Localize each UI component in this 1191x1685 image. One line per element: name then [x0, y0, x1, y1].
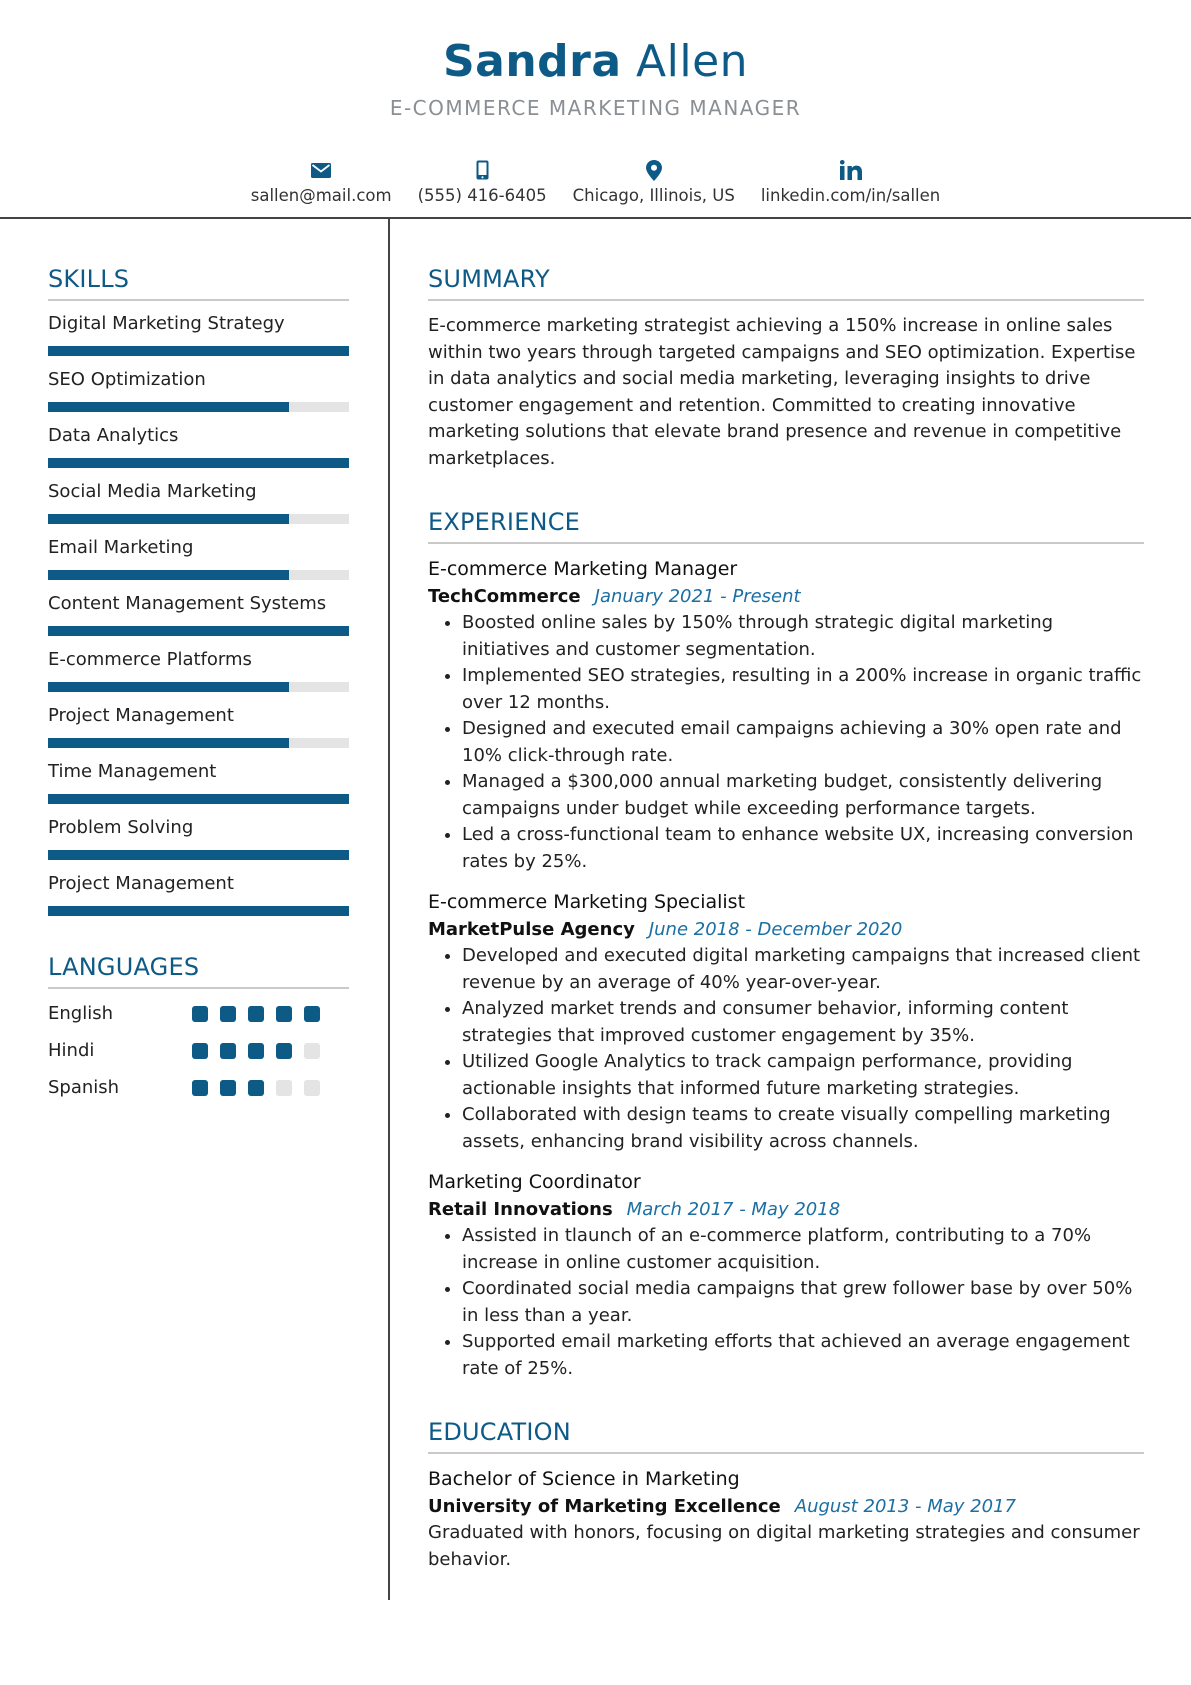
language-rating: [192, 1006, 320, 1022]
skill-level-bar: [48, 346, 349, 356]
skill-level-bar: [48, 570, 349, 580]
rating-dot: [192, 1006, 208, 1022]
skill-name: SEO Optimization: [48, 369, 206, 390]
job-bullets: [428, 610, 1144, 875]
skill-level-fill: [48, 514, 289, 524]
job-role: Marketing Coordinator: [428, 1171, 641, 1193]
job-bullets: [428, 943, 1144, 1155]
skill-level-bar: [48, 402, 349, 412]
language-item: [48, 1032, 349, 1069]
skill-name: Project Management: [48, 705, 234, 726]
job-bullet: • Supported email marketing efforts that achieved an average engagement rate of 25%.: [462, 1329, 1144, 1382]
skills-list: [48, 311, 349, 917]
skill-name: Project Management: [48, 873, 234, 894]
experience-heading: EXPERIENCE: [428, 508, 1144, 544]
job-title: E-COMMERCE MARKETING MANAGER: [389, 96, 802, 120]
job-entry: [428, 556, 1144, 875]
skill-item: [48, 647, 349, 693]
contact-location[interactable]: [571, 158, 737, 205]
rating-dot: [276, 1080, 292, 1096]
skill-name: Social Media Marketing: [48, 481, 257, 502]
languages-heading: LANGUAGES: [48, 953, 349, 989]
contact-phone[interactable]: [416, 158, 549, 205]
job-bullet: • Led a cross-functional team to enhance website UX, increasing conversion rates by 25%.: [462, 822, 1144, 875]
skill-level-bar: [48, 458, 349, 468]
header-divider: [0, 217, 1191, 219]
skill-name: Content Management Systems: [48, 593, 327, 614]
skill-item: [48, 815, 349, 861]
language-rating: [192, 1080, 320, 1096]
location-icon: [646, 158, 662, 182]
company-name: MarketPulse Agency: [428, 919, 635, 940]
job-bullet: • Managed a $300,000 annual marketing budget, consistently delivering campaigns under budget while exceeding performance targets.: [462, 769, 1144, 822]
skill-level-fill: [48, 682, 289, 692]
rating-dot: [220, 1006, 236, 1022]
skill-item: [48, 871, 349, 917]
skill-level-bar: [48, 906, 349, 916]
phone-icon: [476, 158, 489, 182]
education-entry: [428, 1466, 1144, 1573]
skills-heading: SKILLS: [48, 265, 349, 301]
school-line: [428, 1493, 1144, 1520]
skill-level-bar: [48, 626, 349, 636]
education-dates: August 2013 - May 2017: [794, 1496, 1016, 1517]
skill-level-bar: [48, 682, 349, 692]
company-line: [428, 1196, 1144, 1223]
language-name: Hindi: [48, 1040, 95, 1061]
skill-level-fill: [48, 346, 349, 356]
job-bullet: • Designed and executed email campaigns achieving a 30% open rate and 10% click-through rate.: [462, 716, 1144, 769]
right-column: [428, 265, 1144, 1573]
language-rating: [192, 1043, 320, 1059]
degree: Bachelor of Science in Marketing: [428, 1468, 740, 1490]
skill-item: [48, 311, 349, 357]
languages-list: [48, 995, 349, 1106]
rating-dot: [248, 1043, 264, 1059]
contact-email[interactable]: [249, 158, 394, 205]
skill-level-fill: [48, 850, 349, 860]
linkedin-text: linkedin.com/in/sallen: [760, 186, 941, 205]
rating-dot: [304, 1080, 320, 1096]
job-entry: [428, 889, 1144, 1155]
language-item: [48, 995, 349, 1032]
language-item: [48, 1069, 349, 1106]
resume-header: [0, 0, 1191, 218]
summary-heading: SUMMARY: [428, 265, 1144, 301]
candidate-name: [0, 36, 1191, 87]
company-line: [428, 916, 1144, 943]
skill-level-fill: [48, 794, 349, 804]
skill-level-bar: [48, 738, 349, 748]
skill-level-fill: [48, 402, 289, 412]
location-text: Chicago, Illinois, US: [572, 186, 735, 205]
education-description: Graduated with honors, focusing on digital marketing strategies and consumer behavior.: [428, 1522, 1140, 1570]
email-text: sallen@mail.com: [250, 186, 392, 205]
skill-item: [48, 591, 349, 637]
skill-level-bar: [48, 514, 349, 524]
skill-level-fill: [48, 570, 289, 580]
skill-name: Time Management: [48, 761, 217, 782]
job-bullet: • Analyzed market trends and consumer behavior, informing content strategies that improved customer engagement by 35%.: [462, 996, 1144, 1049]
skill-level-bar: [48, 794, 349, 804]
skill-name: Digital Marketing Strategy: [48, 313, 285, 334]
rating-dot: [248, 1080, 264, 1096]
first-name: Sandra: [442, 36, 622, 87]
job-dates: January 2021 - Present: [594, 586, 801, 607]
skill-item: [48, 759, 349, 805]
experience-list: [428, 556, 1144, 1382]
skill-item: [48, 423, 349, 469]
job-entry: [428, 1169, 1144, 1382]
job-dates: June 2018 - December 2020: [648, 919, 903, 940]
skill-item: [48, 367, 349, 413]
skill-level-bar: [48, 850, 349, 860]
skill-item: [48, 703, 349, 749]
school-name: University of Marketing Excellence: [428, 1496, 781, 1517]
job-role: E-commerce Marketing Specialist: [428, 891, 746, 913]
rating-dot: [276, 1043, 292, 1059]
last-name: Allen: [636, 36, 749, 87]
email-icon: [311, 158, 331, 182]
job-bullet: • Utilized Google Analytics to track campaign performance, providing actionable insights that informed future marketing strategies.: [462, 1049, 1144, 1102]
rating-dot: [220, 1080, 236, 1096]
rating-dot: [192, 1080, 208, 1096]
skill-level-fill: [48, 626, 349, 636]
rating-dot: [304, 1006, 320, 1022]
linkedin-icon: [840, 158, 862, 182]
skill-level-fill: [48, 738, 289, 748]
skill-level-fill: [48, 458, 349, 468]
skill-name: Problem Solving: [48, 817, 194, 838]
skill-name: Data Analytics: [48, 425, 179, 446]
rating-dot: [304, 1043, 320, 1059]
company-line: [428, 583, 1144, 610]
rating-dot: [220, 1043, 236, 1059]
rating-dot: [192, 1043, 208, 1059]
rating-dot: [248, 1006, 264, 1022]
job-bullets: [428, 1223, 1144, 1382]
skill-item: [48, 479, 349, 525]
skill-name: E-commerce Platforms: [48, 649, 252, 670]
job-bullet: • Assisted in tlaunch of an e-commerce platform, contributing to a 70% increase in online customer acquisition.: [462, 1223, 1144, 1276]
education-heading: EDUCATION: [428, 1418, 1144, 1454]
contact-linkedin[interactable]: [759, 158, 942, 205]
rating-dot: [276, 1006, 292, 1022]
job-role: E-commerce Marketing Manager: [428, 558, 738, 580]
skill-level-fill: [48, 906, 349, 916]
skill-item: [48, 535, 349, 581]
job-bullet: • Collaborated with design teams to create visually compelling marketing assets, enhancing brand visibility across channels.: [462, 1102, 1144, 1155]
job-bullet: • Coordinated social media campaigns that grew follower base by over 50% in less than a year.: [462, 1276, 1144, 1329]
job-bullet: • Developed and executed digital marketing campaigns that increased client revenue by an average of 40% year-over-year.: [462, 943, 1144, 996]
job-bullet: • Boosted online sales by 150% through strategic digital marketing initiatives and customer segmentation.: [462, 610, 1144, 663]
summary-text: E-commerce marketing strategist achieving a 150% increase in online sales within two years through targeted campaigns and SEO optimization. Expertise in data analytics and social media marketing, leveraging insights to drive customer engagement and retention. Committed to creating innovative marketing solutions that elevate brand presence and revenue in competitive marketplaces.: [428, 315, 1136, 469]
phone-text: (555) 416-6405: [417, 186, 547, 205]
language-name: English: [48, 1003, 113, 1024]
language-name: Spanish: [48, 1077, 120, 1098]
company-name: TechCommerce: [428, 586, 581, 607]
left-column: [48, 265, 349, 1106]
column-divider: [388, 219, 390, 1600]
skill-name: Email Marketing: [48, 537, 194, 558]
contact-bar: [0, 158, 1191, 205]
company-name: Retail Innovations: [428, 1199, 613, 1220]
job-bullet: • Implemented SEO strategies, resulting in a 200% increase in organic traffic over 12 months.: [462, 663, 1144, 716]
job-dates: March 2017 - May 2018: [626, 1199, 841, 1220]
